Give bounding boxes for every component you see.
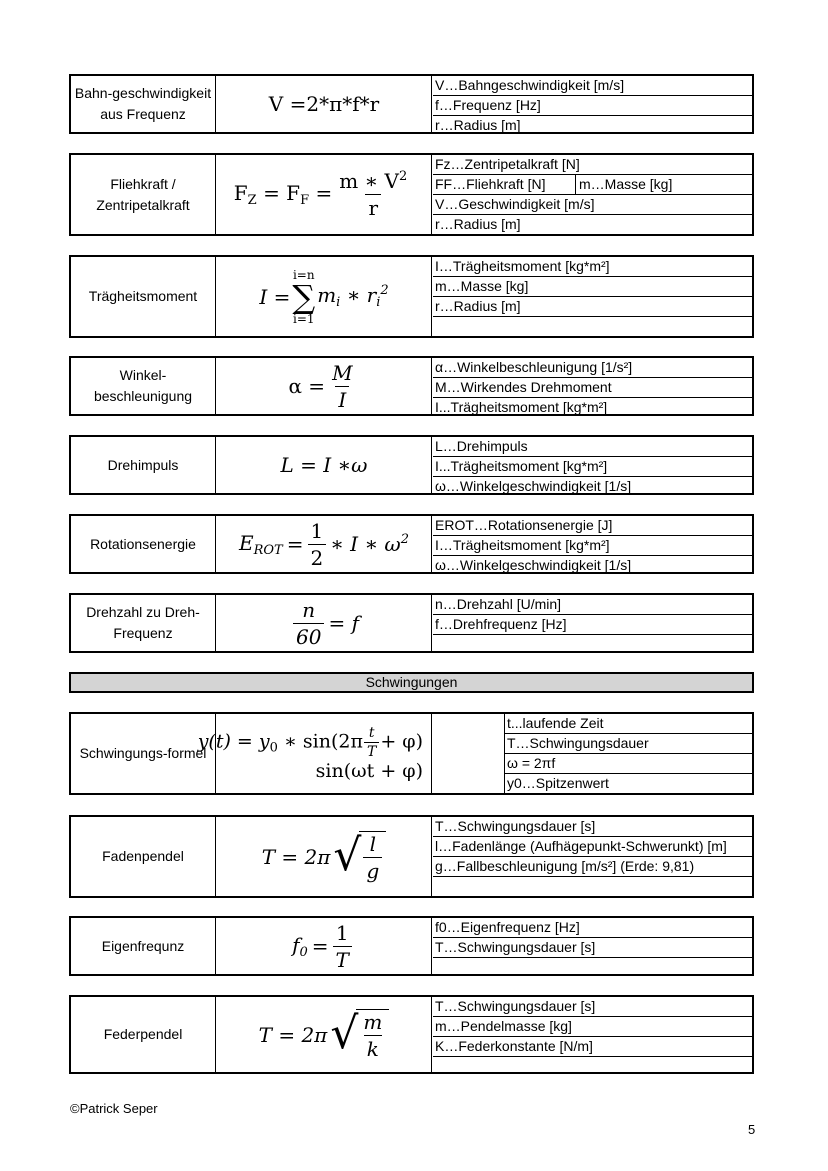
formula-label: Trägheitsmoment xyxy=(71,257,216,336)
variable-row xyxy=(433,635,752,655)
variable-row xyxy=(433,317,752,337)
variable-row: f…Frequenz [Hz] xyxy=(433,96,752,116)
variable-row: I...Trägheitsmoment [kg*m²] xyxy=(433,457,752,477)
formula: $y(t) = y_0$ ∗ sin(2π $\frac{t}{T}$ + φ) sin(ωt + φ) xyxy=(217,714,432,793)
variable-row: g…Fallbeschleunigung [m/s²] (Erde: 9,81) xyxy=(433,857,752,877)
variable-row xyxy=(433,877,752,897)
variable-row: ω = 2πf xyxy=(505,754,752,774)
formula-label: Drehzahl zu Dreh-Frequenz xyxy=(71,595,216,651)
formula-block-winkelbeschleunigung xyxy=(69,356,754,416)
formula-label: Winkel-beschleunigung xyxy=(71,358,216,414)
variable-row: r…Radius [m] xyxy=(433,297,752,317)
variable-row: T…Schwingungsdauer [s] xyxy=(433,997,752,1017)
formula: α = $\frac{M}{I}$ xyxy=(217,358,432,414)
formula-label: Bahn-geschwindigkeit aus Frequenz xyxy=(71,76,216,132)
variable-list xyxy=(433,155,752,234)
variable-row: V…Bahngeschwindigkeit [m/s] xyxy=(433,76,752,96)
variable-row: I...Trägheitsmoment [kg*m²] xyxy=(435,399,608,415)
formula-block-traegheitsmoment xyxy=(69,255,754,338)
variable-row: ω…Winkelgeschwindigkeit [1/s] xyxy=(435,557,632,573)
variable-row: n…Drehzahl [U/min] xyxy=(433,595,752,615)
variable-list xyxy=(433,817,752,896)
variable-row: K…Federkonstante [N/m] xyxy=(433,1037,752,1057)
formula-label: Fliehkraft / Zentripetalkraft xyxy=(71,155,216,234)
formula: I = i=n ∑ i=1 $m_i$ ∗ $r_i^2$ xyxy=(217,257,432,336)
section-header: Schwingungen xyxy=(69,672,754,693)
variable-list xyxy=(433,595,752,651)
formula: $F_Z = F_F$ = $\frac{m ∗ V^2}{r}$ xyxy=(217,155,432,234)
formula-block-eigenfrequenz xyxy=(69,916,754,976)
variable-row: T…Schwingungsdauer [s] xyxy=(433,938,752,958)
formula: $E_{ROT}$ = $\frac{1}{2}$ ∗ I ∗ $\omega^2$ xyxy=(217,516,432,572)
formula-block-schwingungsformel xyxy=(69,712,754,795)
variable-row: α…Winkelbeschleunigung [1/s²] xyxy=(433,358,752,378)
formula: $f_0$ = $\frac{1}{T}$ xyxy=(217,918,432,974)
variable-list xyxy=(433,257,752,336)
page-number: 5 xyxy=(748,1122,756,1137)
variable-row-split: m…Masse [kg] xyxy=(575,175,672,194)
variable-row: Fz…Zentripetalkraft [N] xyxy=(433,155,752,175)
formula: V =2*π*f*r xyxy=(217,76,432,132)
formula: L = I ∗ω xyxy=(217,437,432,493)
variable-row: T…Schwingungsdauer xyxy=(505,734,752,754)
formula-block-federpendel xyxy=(69,995,754,1074)
formula-block-fadenpendel xyxy=(69,815,754,898)
variable-list xyxy=(433,918,752,974)
variable-list xyxy=(433,76,752,132)
formula-label: Eigenfrequnz xyxy=(71,918,216,974)
variable-row: t...laufende Zeit xyxy=(505,714,752,734)
variable-row xyxy=(433,958,752,978)
formula-block-bahngeschwindigkeit xyxy=(69,74,754,134)
formula: T = 2π √ $\frac{l}{g}$ xyxy=(217,817,432,896)
variable-row: f0…Eigenfrequenz [Hz] xyxy=(433,918,752,938)
variable-list xyxy=(433,437,752,493)
variable-row: V…Geschwindigkeit [m/s] xyxy=(433,195,752,215)
variable-row: T…Schwingungsdauer [s] xyxy=(433,817,752,837)
variable-row: L…Drehimpuls xyxy=(433,437,752,457)
variable-list xyxy=(433,358,752,414)
variable-row: y0…Spitzenwert xyxy=(507,775,609,791)
variable-row: M…Wirkendes Drehmoment xyxy=(433,378,752,398)
variable-list xyxy=(504,714,752,793)
formula-block-rotationsenergie xyxy=(69,514,754,574)
variable-row: I…Trägheitsmoment [kg*m²] xyxy=(433,536,752,556)
variable-list xyxy=(433,516,752,572)
copyright-footer: ©Patrick Seper xyxy=(70,1101,158,1116)
formula-block-drehimpuls xyxy=(69,435,754,495)
formula-label: Federpendel xyxy=(71,997,216,1072)
variable-row: l…Fadenlänge (Aufhägepunkt-Schwerunkt) [m] xyxy=(433,837,752,857)
formula-block-fliehkraft xyxy=(69,153,754,236)
variable-row: FF…Fliehkraft [N] m…Masse [kg] xyxy=(433,175,752,195)
formula: $\frac{n}{60}$ = f xyxy=(217,595,432,651)
formula-label: Rotationsenergie xyxy=(71,516,216,572)
variable-row: r…Radius [m] xyxy=(435,216,521,232)
variable-row: m…Masse [kg] xyxy=(433,277,752,297)
variable-row: r…Radius [m] xyxy=(435,117,521,133)
formula-label: Schwingungs-formel xyxy=(71,714,216,793)
variable-row: m…Pendelmasse [kg] xyxy=(433,1017,752,1037)
formula: T = 2π √ $\frac{m}{k}$ xyxy=(217,997,432,1072)
formula-block-drehzahl xyxy=(69,593,754,653)
variable-row: ω…Winkelgeschwindigkeit [1/s] xyxy=(435,478,632,494)
variable-row: f…Drehfrequenz [Hz] xyxy=(433,615,752,635)
variable-row: EROT…Rotationsenergie [J] xyxy=(433,516,752,536)
variable-row: I…Trägheitsmoment [kg*m²] xyxy=(433,257,752,277)
formula-label: Drehimpuls xyxy=(71,437,216,493)
variable-row xyxy=(433,1057,752,1077)
formula-label: Fadenpendel xyxy=(71,817,216,896)
variable-list xyxy=(433,997,752,1072)
